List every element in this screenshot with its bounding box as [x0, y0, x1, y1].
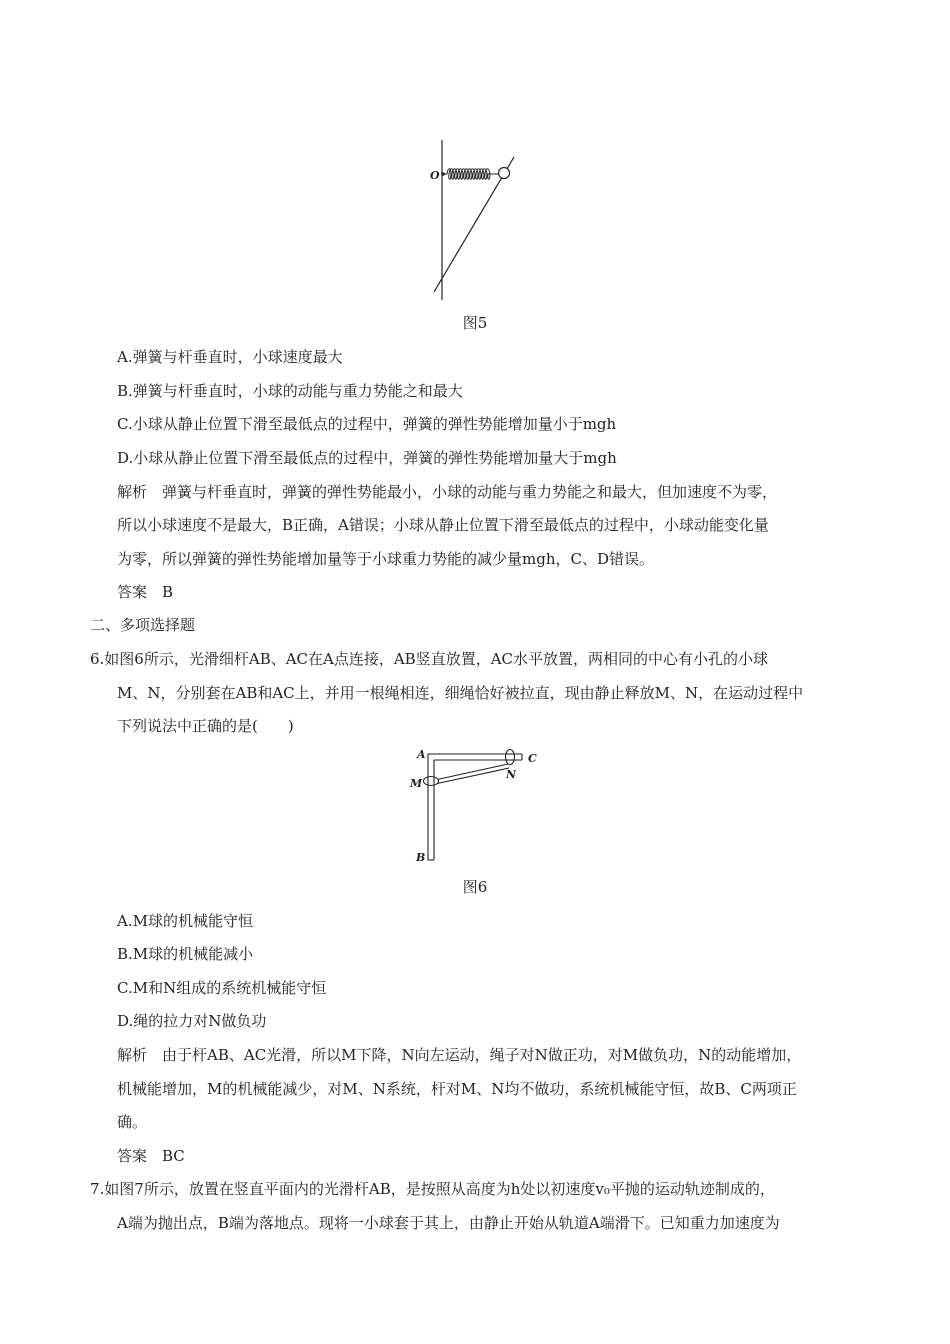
label-a: A: [417, 748, 426, 761]
q5-analysis-line-3: 为零，所以弹簧的弹性势能增加量等于小球重力势能的减少量mgh，C、D错误。: [117, 550, 654, 568]
figure-5: [0, 0, 950, 320]
q6-option-d: D.绳的拉力对N做负功: [117, 1012, 267, 1030]
label-m: M: [410, 777, 423, 790]
q5-option-b: B.弹簧与杆垂直时，小球的动能与重力势能之和最大: [117, 382, 463, 400]
figure-6-caption: 图6: [462, 878, 488, 896]
q6-stem-line-2: M、N，分别套在AB和AC上，并用一根绳相连，细绳恰好被拉直，现由静止释放M、N，在运动过程中: [117, 684, 804, 702]
q6-answer: 答案 BC: [117, 1147, 185, 1165]
figure-6: [0, 740, 950, 880]
q5-option-d: D.小球从静止位置下滑至最低点的过程中，弹簧的弹性势能增加量大于mgh: [117, 449, 617, 467]
q5-analysis-line-1: 解析 弹簧与杆垂直时，弹簧的弹性势能最小，小球的动能与重力势能之和最大，但加速度不为零，: [117, 483, 778, 501]
q5-option-a: A.弹簧与杆垂直时，小球速度最大: [117, 348, 343, 366]
q5-answer: 答案 B: [117, 583, 174, 601]
section-title: 二、多项选择题: [90, 616, 196, 634]
q5-analysis-line-2: 所以小球速度不是最大，B正确，A错误；小球从静止位置下滑至最低点的过程中，小球动能变化量: [117, 516, 769, 534]
q6-stem-line-3: 下列说法中正确的是( ): [117, 717, 294, 735]
q6-analysis-line-1: 解析 由于杆AB、AC光滑，所以M下降，N向左运动，绳子对N做正功，对M做负功，N的动能增加，: [117, 1046, 802, 1064]
spring: [443, 169, 498, 180]
q7-stem-line-1: 7.如图7所示，放置在竖直平面内的光滑杆AB，是按照从高度为h处以初速度v₀平抛的运动轨迹制成的，: [90, 1180, 775, 1198]
figure-5-caption: 图5: [462, 314, 488, 332]
q6-analysis-line-3: 确。: [117, 1113, 148, 1131]
rope: [435, 764, 508, 780]
q5-option-c: C.小球从静止位置下滑至最低点的过程中，弹簧的弹性势能增加量小于mgh: [117, 415, 617, 433]
q6-analysis-line-2: 机械能增加，M的机械能减少，对M、N系统，杆对M、N均不做功，系统机械能守恒，故B、C两项正: [117, 1080, 797, 1098]
label-n: N: [506, 768, 517, 781]
label-c: C: [528, 752, 537, 765]
q6-stem-line-1: 6.如图6所示，光滑细杆AB、AC在A点连接，AB竖直放置，AC水平放置，两相同的中心有小孔的小球: [90, 650, 769, 668]
ball-m: [424, 777, 439, 786]
q6-option-b: B.M球的机械能减小: [117, 945, 254, 963]
ball-n: [506, 750, 515, 765]
q6-option-a: A.M球的机械能守恒: [117, 912, 253, 930]
label-o: O: [430, 169, 440, 182]
ball: [499, 168, 510, 179]
q6-option-c: C.M和N组成的系统机械能守恒: [117, 979, 327, 997]
q7-stem-line-2: A端为抛出点，B端为落地点。现将一小球套于其上，由静止开始从轨道A端滑下。已知重力加速度为: [117, 1214, 780, 1232]
rope-lower: [435, 768, 509, 784]
label-b: B: [416, 851, 426, 864]
